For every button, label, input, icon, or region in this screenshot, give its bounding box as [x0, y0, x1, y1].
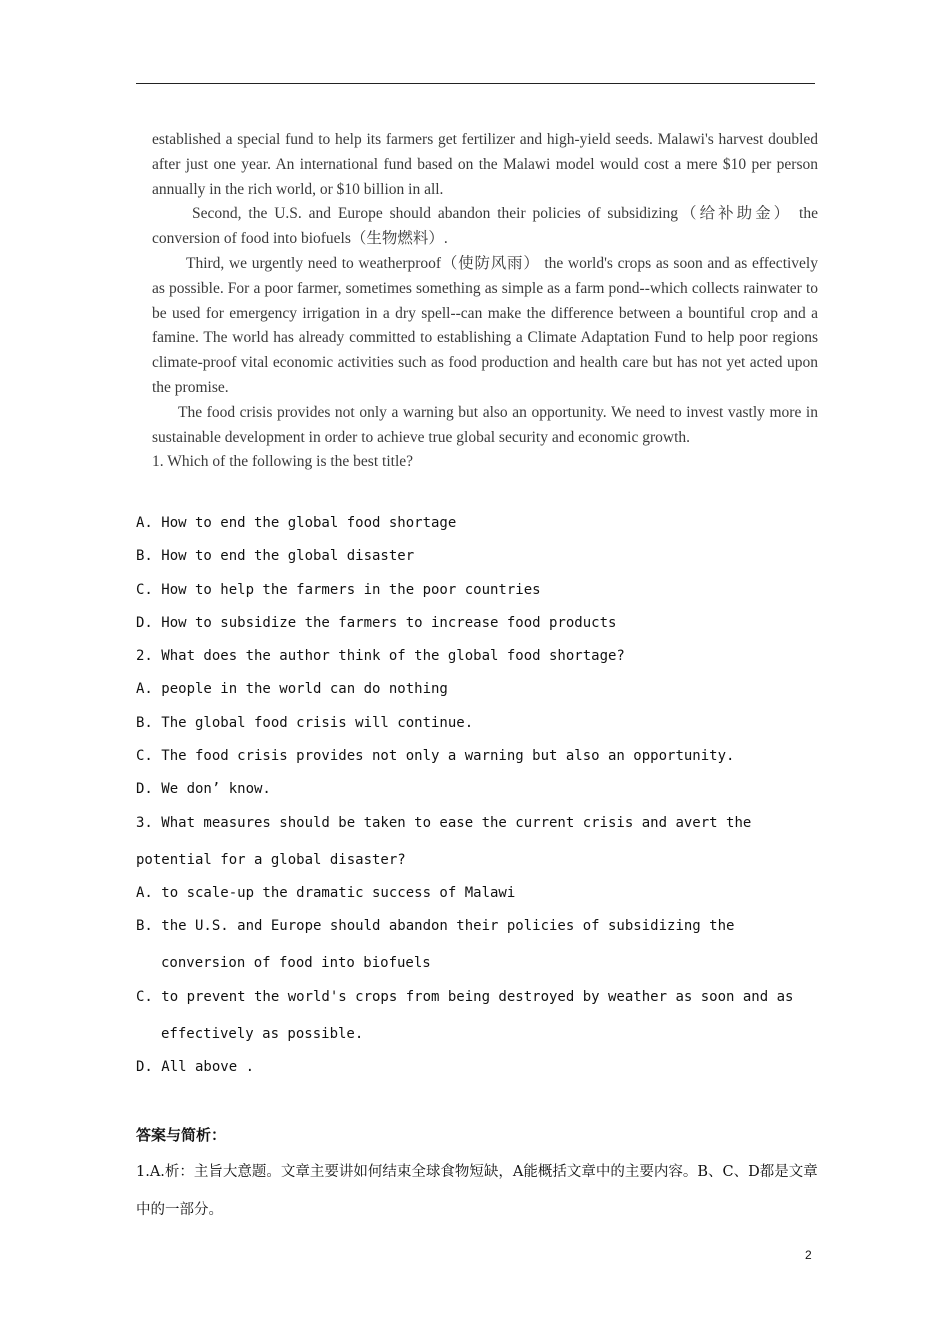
question-1-option-b: B. How to end the global disaster	[136, 548, 415, 565]
question-3-option-b-line-2	[136, 950, 826, 983]
page-number: 2	[805, 1248, 812, 1262]
question-3-option-a: A. to scale-up the dramatic success of Malawi	[136, 884, 516, 901]
question-3-option-c-continuation: effectively as possible.	[161, 1025, 364, 1042]
question-1-stem: 1. Which of the following is the best title?	[152, 453, 414, 471]
question-3-stem-line-1: 3. What measures should be taken to ease the current crisis and avert the	[136, 814, 752, 831]
question-3-stem-line-2: potential for a global disaster?	[136, 851, 406, 868]
question-1-option-d: D. How to subsidize the farmers to increase food products	[136, 614, 617, 631]
answer-heading: 答案与简析：	[136, 1126, 227, 1144]
question-list	[136, 510, 826, 1087]
passage-paragraph-2: Second, the U.S. and Europe should abandon their policies of subsidizing（给补助金） the conversion of food into biofuels（生物燃料）.	[152, 205, 818, 248]
question-1-option-c: C. How to help the farmers in the poor countries	[136, 581, 541, 598]
answer-1-explanation: 1.A.析：主旨大意题。文章主要讲如何结束全球食物短缺，A能概括文章中的主要内容。B、C、D都是文章中的一部分。	[136, 1164, 818, 1218]
question-2-option-d: D. We don’ know.	[136, 781, 271, 798]
question-2-option-b: B. The global food crisis will continue.	[136, 714, 474, 731]
question-3-option-c-line-1: C. to prevent the world's crops from being destroyed by weather as soon and as	[136, 988, 794, 1005]
header-rule	[136, 83, 815, 84]
question-3-option-b-continuation: conversion of food into biofuels	[161, 955, 431, 972]
question-2-option-a: A. people in the world can do nothing	[136, 681, 448, 698]
question-3-option-d: D. All above .	[136, 1058, 255, 1075]
passage-paragraph-1: established a special fund to help its farmers get fertilizer and high-yield seeds. Malawi's harvest doubled after just one year. An international fund based on the Malawi model would cost a mere $10 per person annually in the rich world, or $10 billion in all.	[152, 131, 818, 198]
question-3-option-c-line-2	[136, 1021, 826, 1054]
passage-paragraph-3: Third, we urgently need to weatherproof（使防风雨） the world's crops as soon and as effectively as possible. For a poor farmer, sometimes something as simple as a farm pond--which collects rainwater to be used for emergency irrigation in a dry spell--can make the difference between a bountiful crop and a famine. The world has already committed to establishing a Climate Adaptation Fund to help poor regions climate-proof vital economic activities such as food production and health care but has not yet acted upon the promise.	[152, 254, 818, 396]
question-2-stem: 2. What does the author think of the global food shortage?	[136, 648, 625, 665]
passage-paragraph-4: The food crisis provides not only a warning but also an opportunity. We need to invest vastly more in sustainable development in order to achieve true global security and economic growth.	[152, 403, 818, 446]
question-3-option-b-line-1: B. the U.S. and Europe should abandon their policies of subsidizing the	[136, 918, 735, 935]
question-1-option-a: A. How to end the global food shortage	[136, 515, 457, 531]
question-2-option-c: C. The food crisis provides not only a warning but also an opportunity.	[136, 748, 735, 765]
reading-passage	[152, 128, 818, 475]
